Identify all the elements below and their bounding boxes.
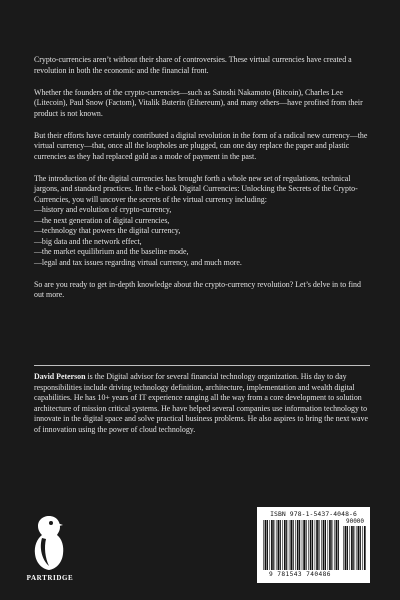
barcode-digits: 9 781543 740486 <box>269 571 331 578</box>
barcode-bar <box>267 520 268 570</box>
barcode-bar <box>286 520 287 570</box>
topic-list-item: —the next generation of digital currencies, <box>34 215 170 225</box>
barcode-bar <box>318 520 319 570</box>
barcode-bar <box>347 526 348 570</box>
publisher-name: PARTRIDGE <box>26 574 74 582</box>
barcode-bar <box>280 520 281 570</box>
price-addon-barcode-bars <box>343 526 366 570</box>
barcode-bar <box>328 520 329 570</box>
barcode-bar <box>299 520 300 570</box>
blurb-paragraph-4: The introduction of the digital currencies has brought forth a whole new set of regulations, technical jargons, and standard practices. In the e-book Digital Currencies: Unlocking the Secrets of the Crypto-Currencies, you will uncover the secrets of the virtual currency including: <box>34 173 358 204</box>
author-bio <box>34 372 370 435</box>
isbn-barcode <box>257 507 370 583</box>
barcode-bar <box>351 526 353 570</box>
barcode-bar <box>308 520 309 570</box>
topic-list <box>34 205 370 268</box>
barcode-bar <box>310 520 312 570</box>
barcode-bar <box>295 520 296 570</box>
section-divider <box>34 365 370 366</box>
barcode-bar <box>349 526 350 570</box>
barcode-bar <box>290 520 292 570</box>
barcode-bar <box>316 520 318 570</box>
blurb-paragraph-1: Crypto-currencies aren’t without their share of controversies. These virtual currencies have created a revolution in both the economic and the financial front. <box>34 55 352 75</box>
barcode-bar <box>343 526 344 570</box>
barcode-bar <box>325 520 326 570</box>
blurb-paragraph-3: But their efforts have certainly contributed a digital revolution in the form of a radical new currency—the virtual currency—that, once all the loopholes are plugged, can one day replace the paper and plastic currencies as they had replaced gold as a mode of payment in the past. <box>34 130 368 161</box>
barcode-bar <box>265 520 267 570</box>
barcode-bar <box>358 526 360 570</box>
author-bio-text: is the Digital advisor for several financial technology organization. His day to day responsibilities include driving technology definition, architecture, implementation and wealth digital capabilities. He has 10+ years of IT experience ranging all the way from a core development to solution architecture of mission critical systems. He have helped several companies use information technology to innovate in the digital space and solve practical business problems. He also aspires to bring the next wave of innovation using the power of cloud technology. <box>34 372 368 434</box>
book-blurb <box>34 55 370 312</box>
barcode-bar <box>303 520 305 570</box>
isbn-label: ISBN 978-1-5437-4048-6 <box>270 510 357 518</box>
price-code: 90000 <box>345 518 365 525</box>
topic-list-item: —legal and tax issues regarding virtual currency, and much more. <box>34 257 242 267</box>
barcode-bar <box>269 520 270 570</box>
author-bio-paragraph <box>34 372 370 435</box>
barcode-bar <box>302 520 303 570</box>
barcode-bar <box>297 520 299 570</box>
barcode-bar <box>353 526 354 570</box>
barcode-bar <box>321 520 322 570</box>
partridge-bird-logo-icon <box>32 514 66 572</box>
barcode-bar <box>271 520 273 570</box>
barcode-bar <box>278 520 280 570</box>
barcode-bar <box>338 520 339 570</box>
barcode-bar <box>334 520 335 570</box>
topic-list-item: —big data and the network effect, <box>34 236 142 246</box>
barcode-bar <box>364 526 366 570</box>
author-name: David Peterson <box>34 372 86 381</box>
barcode-bar <box>273 520 274 570</box>
barcode-bar <box>263 520 264 570</box>
blurb-paragraph-2: Whether the founders of the crypto-currencies—such as Satoshi Nakamoto (Bitcoin), Charles Lee (Litecoin), Paul Snow (Factom), Vitalik Buterin (Ethereum), and many others—have profited from their product is not known. <box>34 87 363 118</box>
barcode-bar <box>345 526 347 570</box>
barcode-bar <box>329 520 331 570</box>
barcode-bar <box>362 526 363 570</box>
barcode-bar <box>323 520 325 570</box>
barcode-bar <box>284 520 286 570</box>
ean13-barcode-bars <box>263 520 339 570</box>
barcode-bar <box>315 520 316 570</box>
barcode-bar <box>293 520 294 570</box>
barcode-bar <box>356 526 357 570</box>
barcode-bar <box>276 520 277 570</box>
barcode-bar <box>331 520 332 570</box>
barcode-bar <box>306 520 307 570</box>
topic-list-item: —technology that powers the digital currency, <box>34 226 181 235</box>
topic-list-item: —history and evolution of crypto-currency, <box>34 205 172 214</box>
barcode-bar <box>282 520 283 570</box>
barcode-bar <box>289 520 290 570</box>
barcode-bar <box>312 520 313 570</box>
blurb-paragraph-5: So are you ready to get in-depth knowledge about the crypto-currency revolution? Let’s delve in to find out more. <box>34 279 361 299</box>
topic-list-item: —the market equilibrium and the baseline mode, <box>34 247 189 256</box>
barcode-bar <box>336 520 338 570</box>
barcode-bar <box>360 526 361 570</box>
